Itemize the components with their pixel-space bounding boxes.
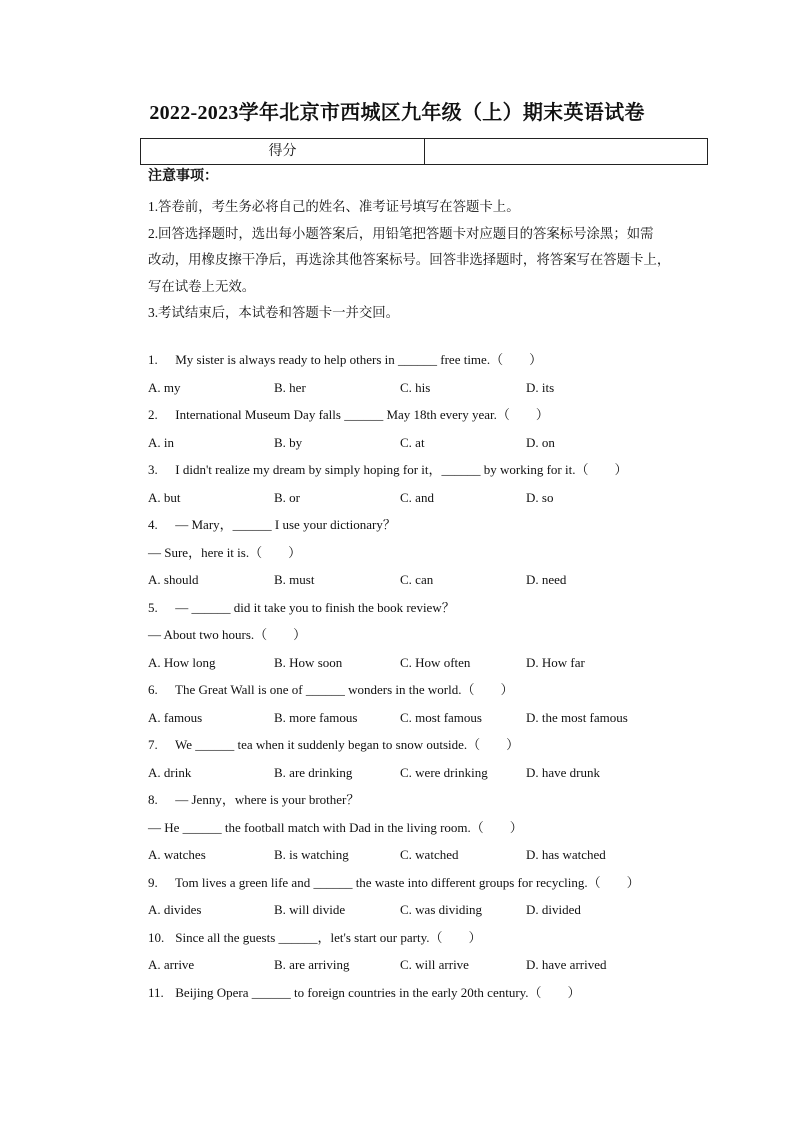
answer-option[interactable]: C. How often (400, 654, 471, 670)
question-stem (148, 401, 728, 429)
question-number: 1. (148, 352, 158, 367)
answer-option[interactable]: B. by (274, 434, 303, 450)
answer-option[interactable]: A. watches (148, 847, 206, 862)
answer-option[interactable]: B. more famous (274, 709, 358, 725)
question-text: — About two hours.（ ） (148, 627, 307, 642)
instructions-heading: 注意事项： (148, 169, 218, 184)
question-stem (148, 786, 728, 814)
answer-option[interactable]: B. her (274, 379, 306, 395)
instruction-line: 写在试卷上无效。 (148, 278, 256, 294)
question-text: My sister is always ready to help others in ______ free time.（ ） (175, 352, 543, 367)
answer-options (148, 429, 728, 457)
answer-options (148, 759, 728, 787)
answer-option[interactable]: C. were drinking (400, 764, 488, 780)
answer-option[interactable]: D. divided (526, 902, 581, 917)
question-dialogue-line (148, 539, 728, 567)
question-text: We ______ tea when it suddenly began to snow outside.（ ） (175, 737, 520, 752)
answer-option[interactable]: A. should (148, 572, 199, 587)
score-value[interactable] (425, 139, 707, 164)
answer-option[interactable]: C. and (400, 489, 434, 505)
answer-option[interactable]: C. his (400, 379, 431, 395)
question-number: 6. (148, 682, 158, 697)
instruction-line: 2.回答选择题时，选出每小题答案后，用铅笔把答题卡对应题目的答案标号涂黑；如需 (148, 225, 654, 241)
question-text: I didn't realize my dream by simply hoping for it，______ by working for it.（ ） (175, 462, 628, 477)
answer-option[interactable]: A. arrive (148, 957, 195, 972)
answer-option[interactable]: A. famous (148, 709, 203, 725)
answer-options (148, 374, 728, 402)
instruction-line: 1.答卷前，考生务必将自己的姓名、准考证号填写在答题卡上。 (148, 199, 520, 214)
exam-title: 2022-2023学年北京市西城区九年级（上）期末英语试卷 (149, 102, 645, 124)
score-table (140, 138, 708, 165)
question-number: 10. (148, 929, 165, 945)
answer-option[interactable]: C. will arrive (400, 957, 469, 972)
answer-option[interactable]: D. How far (526, 654, 585, 670)
answer-option[interactable]: B. must (274, 572, 315, 587)
answer-option[interactable]: B. How soon (274, 654, 343, 670)
answer-options (148, 896, 728, 924)
answer-option[interactable]: A. drink (148, 764, 192, 780)
question-number: 9. (148, 874, 158, 890)
question-stem (148, 511, 728, 539)
answer-option[interactable]: D. have drunk (526, 764, 601, 780)
question-text: — He ______ the football match with Dad in the living room.（ ） (148, 819, 523, 835)
answer-options (148, 841, 728, 869)
answer-option[interactable]: B. will divide (274, 902, 346, 917)
answer-options (148, 951, 728, 979)
answer-option[interactable]: D. have arrived (526, 957, 607, 972)
answer-option[interactable]: B. is watching (274, 847, 349, 862)
instruction-line: 改动，用橡皮擦干净后，再选涂其他答案标号。回答非选择题时，将答案写在答题卡上， (148, 252, 671, 267)
answer-option[interactable]: D. so (526, 489, 554, 505)
answer-option[interactable]: C. was dividing (400, 902, 482, 917)
instructions-section (148, 166, 708, 327)
question-stem (148, 676, 728, 704)
question-text: Tom lives a green life and ______ the waste into different groups for recycling.（ ） (175, 874, 640, 890)
question-number: 7. (148, 737, 158, 752)
question-number: 11. (148, 984, 164, 1000)
question-stem (148, 869, 728, 897)
answer-option[interactable]: A. but (148, 489, 181, 505)
answer-options (148, 484, 728, 512)
answer-option[interactable]: B. are drinking (274, 764, 353, 780)
answer-options (148, 649, 728, 677)
answer-option[interactable]: D. need (526, 572, 567, 587)
answer-option[interactable]: D. the most famous (526, 709, 628, 725)
answer-option[interactable]: D. its (526, 379, 555, 395)
score-label: 得分 (141, 139, 425, 164)
answer-option[interactable]: D. has watched (526, 847, 606, 862)
question-number: 3. (148, 462, 158, 477)
answer-option[interactable]: B. or (274, 489, 300, 505)
question-number: 4. (148, 517, 158, 532)
answer-option[interactable]: C. can (400, 572, 434, 587)
answer-option[interactable]: C. most famous (400, 709, 482, 725)
question-stem (148, 924, 728, 952)
answer-option[interactable]: A. divides (148, 902, 202, 917)
question-stem (148, 346, 728, 374)
question-number: 8. (148, 792, 158, 807)
answer-option[interactable]: A. How long (148, 654, 216, 670)
answer-option[interactable]: A. in (148, 434, 174, 450)
question-text: Since all the guests ______，let's start our party.（ ） (175, 929, 482, 945)
question-stem (148, 979, 728, 1007)
question-text: — Mary，______ I use your dictionary？ (175, 517, 396, 532)
question-text: Beijing Opera ______ to foreign countries in the early 20th century.（ ） (175, 984, 581, 1000)
question-number: 2. (148, 407, 158, 422)
answer-options (148, 566, 728, 594)
question-dialogue-line (148, 814, 728, 842)
question-text: — ______ did it take you to finish the book review？ (175, 599, 455, 615)
answer-option[interactable]: B. are arriving (274, 957, 350, 972)
question-stem (148, 731, 728, 759)
answer-option[interactable]: C. at (400, 434, 425, 450)
instruction-line: 3.考试结束后，本试卷和答题卡一并交回。 (148, 305, 400, 320)
question-stem (148, 456, 728, 484)
answer-option[interactable]: A. my (148, 379, 181, 395)
answer-option[interactable]: D. on (526, 434, 555, 450)
question-text: — Jenny，where is your brother？ (175, 792, 360, 807)
question-number: 5. (148, 599, 158, 615)
question-list (148, 346, 728, 1006)
question-text: International Museum Day falls ______ May 18th every year.（ ） (175, 407, 549, 422)
question-stem (148, 594, 728, 622)
question-text: — Sure，here it is.（ ） (148, 544, 302, 560)
answer-option[interactable]: C. watched (400, 847, 459, 862)
question-text: The Great Wall is one of ______ wonders in the world.（ ） (175, 682, 514, 697)
question-dialogue-line (148, 621, 728, 649)
answer-options (148, 704, 728, 732)
